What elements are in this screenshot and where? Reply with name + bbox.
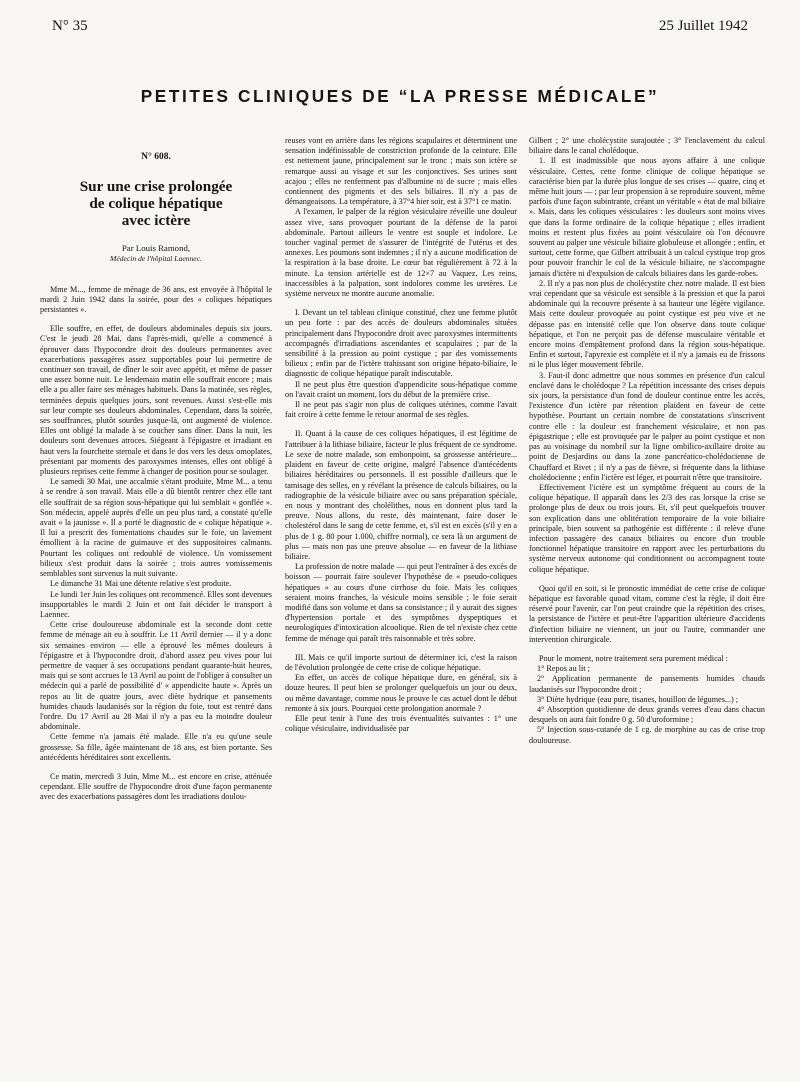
paragraph: 2. Il n'y a pas non plus de cholécystite chez notre malade. Il est bien vrai cependant que sa vésicule est sensible à la pression et que la paroi abdominale qui la recouvre présente à sa hauteur une légère vigilance. Mais cette douleur provoquée au point cystique est peu vive et ne dépasse pas en intensité celle que l'on observe dans toute colique hépatique, et l'on ne perçoit pas de défense musculaire véritable et encore moins d'empâtement profond dans la région sous-hépatique. Enfin et surtout, l'apyrexie est complète et il n'y a jamais eu de frissons ni le plus léger mouvement fébrile.: [529, 278, 765, 370]
paragraph: Cette crise douloureuse abdominale est la seconde dont cette femme de ménage ait eu à souffrir. Le 11 Avril dernier — il y a donc six semaines environ — elle a éprouvé les mêmes douleurs à l'épigastre et à l'hypocondre droit, d'abord assez peu vives pour lui permettre de vaquer à ses occupations pendant quarante-huit heures, mais qui se sont accrues le 13 Avril au point de l'obliger à consulter un médecin qui a parlé de possibilité d' « appendicite haute ». Après un repos au lit de quatre jours, avec diète hydrique et pansements humides chauds laudanisés sur la région du foie, tout est rentré dans l'ordre. Du 17 Avril au 28 Mai il n'y a pas eu la moindre douleur abdominale.: [40, 620, 272, 732]
page-header: [52, 18, 748, 42]
treatment-item: 2° Application permanente de pansements humides chauds laudanisés sur l'hypocondre droit ;: [529, 674, 765, 694]
paragraph: En effet, un accès de colique hépatique dure, en général, six à douze heures. Il peut bien se prolonger quelquefois un jour ou deux, ou même davantage, comme nous le prouve le cas actuel dont le début remonte à six jours. Pourquoi cette prolongation anormale ?: [285, 673, 517, 713]
column-2: [285, 136, 517, 1076]
paragraph: Cette femme n'a jamais été malade. Elle n'a eu qu'une seule grossesse. Sa fille, âgée maintenant de 18 ans, est bien portante. Ses antécédents héréditaires sont excellents.: [40, 732, 272, 762]
article-title-line: Sur une crise prolongée: [79, 178, 233, 196]
paragraph: II. Quant à la cause de ces coliques hépatiques, il est légitime de l'attribuer à la lithiase biliaire, facteur le plus fréquent de ce syndrome. Le sexe de notre malade, son embonpoint, sa grossesse antérieure... plaident en faveur de cette origine, malgré l'absence d'antécédents biliaires héréditaires ou personnels. Il est possible d'ailleurs que le tamisage des selles, en y révélant la présence de calculs biliaires, ou la radiographie de la vésicule biliaire avec ou sans préparation spéciale, en nous y montrant des cholélithes, nous en donnent plus tard la preuve. Nous allons, du reste, dès maintenant, faire doser le cholestérol dans le sang de cette femme, et, s'il est en excès (s'il y en a plus de 1 g. 80 pour 1.000, chiffre normal), ce sera là un argument de plus — mais non pas une preuve absolue — en faveur de la lithiase biliaire.: [285, 429, 517, 561]
author-affiliation: Médecin de l'hôpital Laennec.: [110, 254, 202, 264]
paragraph: reuses vont en arrière dans les régions scapulaires et déterminent une sensation indéfinissable de constriction profonde de la ceinture. Elle est nettement jaune, principalement sur le tronc ; mais son ictère se remarque aussi au visage et sur les conjonctives. Ses urines sont acajou ; elles ne renferment pas d'albumine ni de sucre ; mais elles contiennent des pigments et des sels biliaires. Il n'y a pas de démangeaisons. La température, à 37°4 hier soir, est à 37°1 ce matin.: [285, 136, 517, 207]
treatment-item: 3° Diète hydrique (eau pure, tisanes, bouillon de légumes...) ;: [537, 694, 739, 704]
column-3: [529, 136, 765, 1076]
paragraph: 3. Faut-il donc admettre que nous sommes en présence d'un calcul enclavé dans le cholédoque ? La répétition incessante des crises depuis six jours, la persistance d'un fond de douleur continue entre les accès, l'existence d'un ictère par rétention plaident en faveur de cette hypothèse. Pourtant un certain nombre de constatations s'inscrivent contre elle : la douleur est franchement vésiculaire, et non pas épigastrique ; elle est provoquée par le palper au point cystique et non pas au voisinage du nombril sur la ligne ombilico-axillaire droite au point de Desjardins ou dans la zone pancréatico-cholédocienne de Chauffard et Rivet ; il n'y a pas de fièvre, si fréquente dans la lithiase cholédocienne ; enfin l'ictère est léger, et pourrait n'être que transitoire.: [529, 370, 765, 482]
paragraph: Le lundi 1er Juin les coliques ont recommencé. Elles sont devenues insupportables le mardi 2 Juin et ont fait décider le transport à Laennec.: [40, 589, 272, 619]
paragraph: Il ne peut plus être question d'appendicite sous-hépatique comme on l'avait craint un moment, lors du début de la première crise.: [285, 379, 517, 399]
paragraph: Ce matin, mercredi 3 Juin, Mme M... est encore en crise, atténuée cependant. Elle souffre de l'hypocondre droit d'une façon permanente avec des exacerbations passagères dont les irradiations doulou-: [40, 771, 272, 802]
paragraph: III. Mais ce qu'il importe surtout de déterminer ici, c'est la raison de l'évolution prolongée de cette crise de colique hépatique.: [285, 652, 517, 672]
treatment-item: 1° Repos au lit ;: [537, 664, 590, 674]
paragraph: Mme M..., femme de ménage de 36 ans, est envoyée à l'hôpital le mardi 2 Juin 1942 dans la soirée, pour des « coliques hépatiques persistantes ».: [40, 284, 272, 315]
issue-number: N° 35: [52, 18, 88, 34]
paragraph: Le samedi 30 Mai, une accalmie s'étant produite, Mme M... a tenu à se rendre à son travail. Mais elle a dû bientôt rentrer chez elle tant elle souffrait de sa région sous-hépatique qui lui semblait « gonflée ». Son médecin, appelé auprès d'elle un peu plus tard, a constaté qu'elle avait « la jaunisse ». Il a porté le diagnostic de « colique hépatique ». Il lui a prescrit des fomentations chaudes sur le foie, un lavement émollient à la racine de guimauve et des suppositoires calmants. Pourtant les coliques ont redoublé de violence. Un vomissement bilieux s'est produit dans la soirée ; trois autres vomissements semblables sont survenus la nuit suivante.: [40, 477, 272, 579]
article-title-line: avec ictère: [121, 212, 191, 230]
paragraph: Quoi qu'il en soit, si le pronostic immédiat de cette crise de colique hépatique est favorable quoad vitam, comme c'est la règle, il doit être réservé pour l'avenir, car l'on peut craindre que la répétition des crises, la persistance de l'ictère et peut-être l'apparition ultérieure d'accidents d'infection biliaire ne viennent, un jour ou l'autre, commander une intervention chirurgicale.: [529, 583, 765, 644]
paragraph: A l'examen, le palper de la région vésiculaire réveille une douleur assez vive, sans provoquer pourtant de la défense de la paroi abdominale. Partout ailleurs le ventre est souple et indolore. Le toucher vaginal permet de s'assurer de l'intégrité de l'utérus et des annexes. Les poumons sont indemnes ; il n'y a aucune modification de la respiration à la base droite. Le cœur bat régulièrement à 72 à la minute. La tension artérielle est de 12×7 au Vaquez. Les reins, inaccessibles à la palpation, sont indolores comme les uretères. Le système nerveux ne montre aucune anomalie.: [285, 207, 517, 299]
case-number: N° 608.: [141, 152, 171, 162]
column-1: [40, 136, 272, 1076]
paragraph: 1. Il est inadmissible que nous ayons affaire à une colique vésiculaire. Certes, cette forme clinique de colique hépatique se caractérise bien par la durée plus longue de ses crises — quatre, cinq et même huit jours — ; par leur propension à se reproduire souvent, même parfois d'une façon subintrante, créant un véritable « état de mal biliaire ». Mais, dans les coliques vésiculaires : les douleurs sont moins vives que dans la forme ordinaire de la colique hépatique ; elles irradient moins et restent plus fixées au point vésiculaire où l'on découvre souvent au palper une vésicule biliaire globuleuse et allongée ; enfin, et surtout, cette forme, que Gilbert attribuait à un calcul cystique trop gros pour pouvoir franchir le col de la vésicule biliaire, ne s'accompagne jamais d'ictère ni d'expulsion de calculs biliaires dans les garde-robes.: [529, 156, 765, 278]
paragraph: Effectivement l'ictère est un symptôme fréquent au cours de la colique hépatique. Il apparaît dans les 2/3 des cas lorsque la crise se prolonge plus de deux ou trois jours. Et, s'il peut quelquefois trouver son explication dans une oblitération temporaire de la voie biliaire principale, bien souvent sa pathogénie est différente : il relève d'une infection passagère des canaux biliaires ou encore d'un trouble fonctionnel hépatique transitoire en rapport avec les perturbations du système nerveux autonome qui conditionnent ou accompagnent toute colique hépatique.: [529, 482, 765, 574]
paragraph: La profession de notre malade — qui peut l'entraîner à des excès de boisson — pourrait faire soulever l'hypothèse de « pseudo-coliques hépatiques » au cours d'une cirrhose du foie. Mais les coliques seraient moins franches, la vésicule moins sensible ; le foie serait modifié dans son volume et dans sa consistance ; il y aurait des signes d'hypertension portale et des symptômes dyspeptiques et neurologiques d'intoxication alcoolique. Rien de tel n'existe chez cette femme de ménage qui paraît très raisonnable et très sobre.: [285, 562, 517, 643]
treatment-item: 4° Absorption quotidienne de deux grands verres d'eau dans chacun desquels on aura fait fondre 0 g. 50 d'uroformine ;: [529, 704, 765, 725]
paragraph: Elle peut tenir à l'une des trois éventualités suivantes : 1° une colique vésiculaire, individualisée par: [285, 713, 517, 734]
article-title-line: de colique hépatique: [89, 195, 223, 213]
paragraph: Pour le moment, notre traitement sera purement médical :: [539, 653, 728, 663]
paragraph: Il ne peut pas s'agir non plus de coliques utérines, comme l'avait fait croire à cette femme le retour anormal de ses règles.: [285, 400, 517, 420]
paragraph: Gilbert ; 2° une cholécystite surajoutée ; 3° l'enclavement du calcul biliaire dans le canal cholédoque.: [529, 136, 765, 156]
author: Par Louis Ramond,: [121, 243, 191, 254]
article-title: [40, 178, 272, 229]
treatment-item: 5° Injection sous-cutanée de 1 cg. de morphine au cas de crise trop douloureuse.: [529, 725, 765, 745]
paragraph: Elle souffre, en effet, de douleurs abdominales depuis six jours. C'est le jeudi 28 Mai, dans l'après-midi, qu'elle a commencé à éprouver dans l'hypocondre droit des douleurs permanentes avec exacerbations passagères assez supportables pour lui permettre de continuer son travail, de dîner le soir avec appétit, et même de passer une assez bonne nuit. Le lendemain matin elle souffrait encore ; mais elle a pu aller faire ses ménages habituels. Dans la matinée, ses règles, terminées depuis quelques jours, sont revenues. Aussi s'est-elle mis sur leur compte ses douleurs abdominales. Cependant, dans la soirée, ses souffrances, plutôt sourdes jusque-là, ont augmenté de violence. Elles ont obligé la malade à se coucher sans dîner. Dans la nuit, les douleurs sont devenues atroces. Siégeant à l'épigastre et irradiant en haut vers la fourchette sternale et dans le dos vers les deux omoplates, présentant par moments des paroxysmes intenses, elles ont obligé à plusieurs reprises cette femme à changer de position pour se soulager.: [40, 324, 272, 477]
section-banner: PETITES CLINIQUES DE “LA PRESSE MÉDICALE”: [140, 86, 660, 106]
paragraph: I. Devant un tel tableau clinique constitué, chez une femme plutôt un peu forte : par des accès de douleurs abdominales situées principalement dans l'hypocondre droit avec paroxysmes intermittents accompagnés d'irradiations ascendantes et scapulaires ; par de la sensibilité à la pression au point cystique ; par des vomissements bilieux ; enfin par de l'ictère trahissant son origine hépato-biliaire, le diagnostic de colique hépatique paraît indiscutable.: [285, 308, 517, 379]
issue-date: 25 Juillet 1942: [658, 18, 748, 34]
paragraph: Le dimanche 31 Mai une détente relative s'est produite.: [50, 579, 232, 589]
